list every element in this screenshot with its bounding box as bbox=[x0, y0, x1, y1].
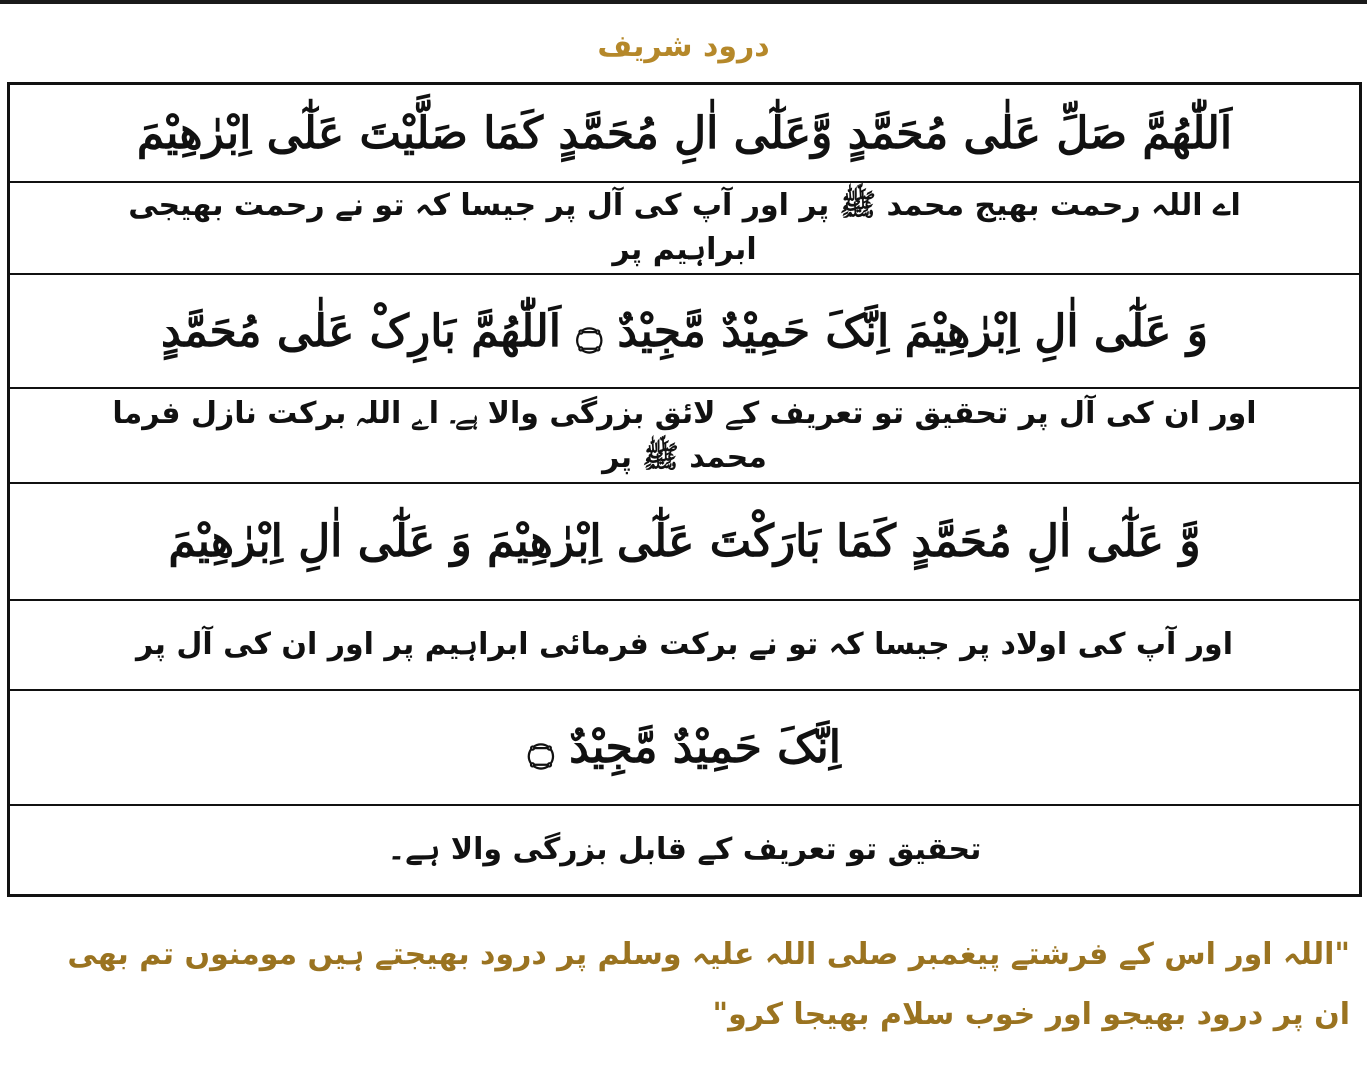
urdu-translation-text-4: تحقیق تو تعریف کے قابل بزرگی والا ہے۔ bbox=[387, 832, 982, 867]
urdu-translation-row-4 bbox=[10, 806, 1359, 894]
urdu-translation-row-3 bbox=[10, 601, 1359, 691]
urdu-translation-text-2: اور ان کی آل پر تحقیق تو تعریف کے لائق بزرگی والا ہے۔ اے اللہ برکت نازل فرما محمد ﷺ پر bbox=[112, 395, 1257, 475]
arabic-verse-row-1 bbox=[10, 85, 1359, 183]
urdu-translation-row-1 bbox=[10, 183, 1359, 275]
arabic-verse-text-4: اِنَّکَ حَمِیْدٌ مَّجِیْدٌ ۝ bbox=[528, 722, 841, 773]
footer-quranic-verse: "اللہ اور اس کے فرشتے پیغمبر صلی اللہ علیہ وسلم پر درود بھیجتے ہیں مومنوں تم بھی ان پر درود بھیجو اور خوب سلام بھیجا کرو" bbox=[67, 937, 1350, 1032]
arabic-verse-row-3 bbox=[10, 484, 1359, 601]
urdu-translation-row-2 bbox=[10, 389, 1359, 484]
arabic-verse-text-3: وَّ عَلٰٓی اٰلِ مُحَمَّدٍ کَمَا بَارَکْتَ عَلٰٓی اِبْرٰھِیْمَ وَ عَلٰٓی اٰلِ اِبْرٰھِیْمَ bbox=[168, 516, 1201, 567]
page-title: درود شریف bbox=[597, 29, 770, 64]
arabic-verse-row-4 bbox=[10, 691, 1359, 806]
arabic-verse-text-1: اَللّٰھُمَّ صَلِّ عَلٰی مُحَمَّدٍ وَّعَلٰٓی اٰلِ مُحَمَّدٍ کَمَا صَلَّیْتَ عَلٰٓی اِبْرٰھِیْمَ bbox=[136, 107, 1233, 159]
urdu-translation-text-3: اور آپ کی اولاد پر جیسا کہ تو نے برکت فرمائی ابراہیم پر اور ان کی آل پر bbox=[136, 627, 1233, 662]
top-border-line bbox=[0, 0, 1367, 4]
durood-table bbox=[7, 82, 1362, 897]
arabic-verse-row-2 bbox=[10, 275, 1359, 389]
urdu-translation-text-1: اے اللہ رحمت بھیج محمد ﷺ پر اور آپ کی آل پر جیسا کہ تو نے رحمت بھیجی ابراہیم پر bbox=[128, 188, 1241, 267]
arabic-verse-text-2: وَ عَلٰٓی اٰلِ اِبْرٰھِیْمَ اِنَّکَ حَمِیْدٌ مَّجِیْدٌ ۝ اَللّٰھُمَّ بَارِکْ عَلٰی مُحَمَّدٍ bbox=[161, 305, 1208, 357]
